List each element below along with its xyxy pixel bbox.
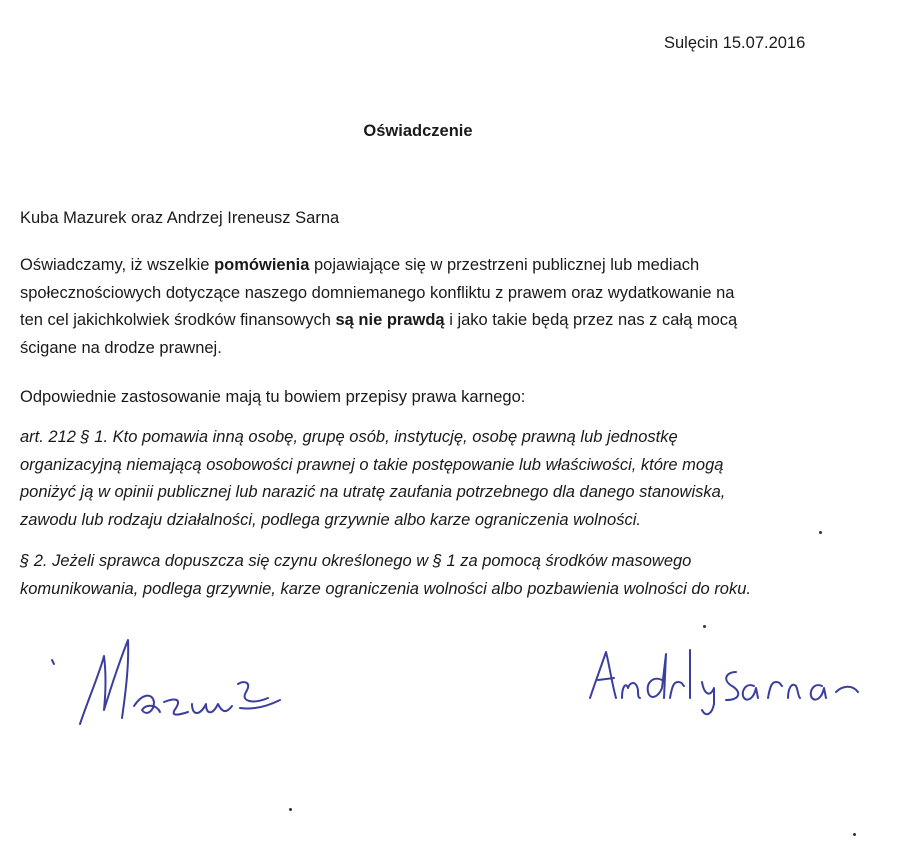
law-article-paragraph-2 — [20, 548, 751, 603]
paragraph-line: zawodu lub rodzaju działalności, podlega grzywnie albo karze ograniczenia wolności. — [20, 510, 641, 529]
paragraph-line: społecznościowych dotyczące naszego domniemanego konfliktu z prawem oraz wydatkowanie na — [20, 283, 735, 302]
declaration-paragraph — [20, 252, 737, 362]
place-date: Sulęcin 15.07.2016 — [664, 34, 806, 52]
scan-speck — [703, 625, 706, 628]
paragraph-line: § 2. Jeżeli sprawca dopuszcza się czynu określonego w § 1 za pomocą środków masowego — [20, 552, 692, 570]
document-title: Oświadczenie — [363, 122, 473, 140]
signature-mazurek — [42, 620, 287, 750]
law-article-paragraph-1 — [20, 424, 725, 534]
bold-text: są nie prawdą — [335, 311, 445, 329]
paragraph-line: komunikowania, podlega grzywnie, karze ograniczenia wolności albo pozbawienia wolności do roku. — [20, 579, 751, 598]
paragraph-line: organizacyjną niemającą osobowości prawnej o takie postępowanie lub właściwości, które mogą — [20, 455, 724, 474]
scan-speck — [853, 833, 856, 836]
paragraph-line: poniżyć ją w opinii publicznej lub narazić na utratę zaufania potrzebnego dla danego stanowiska, — [20, 483, 726, 501]
text-span: pojawiające się w przestrzeni publicznej lub mediach — [309, 256, 700, 274]
paragraph-line — [20, 307, 737, 335]
text-span: Oświadczamy, iż wszelkie — [20, 256, 215, 274]
bold-text: pomówienia — [214, 256, 310, 274]
signature-sarna — [586, 642, 878, 720]
paragraph-line: Odpowiednie zastosowanie mają tu bowiem przepisy prawa karnego: — [20, 388, 526, 406]
text-span: i jako takie będą przez nas z całą mocą — [444, 311, 738, 329]
text-span: ten cel jakichkolwiek środków finansowych — [20, 311, 336, 329]
paragraph-line: ścigane na drodze prawnej. — [20, 338, 222, 357]
legal-basis-intro — [20, 384, 525, 412]
scan-speck — [819, 531, 822, 534]
paragraph-line — [20, 252, 737, 280]
declarant-names: Kuba Mazurek oraz Andrzej Ireneusz Sarna — [20, 209, 340, 227]
scan-speck — [289, 808, 292, 811]
paragraph-line: art. 212 § 1. Kto pomawia inną osobę, grupę osób, instytucję, osobę prawną lub jednostkę — [20, 428, 678, 446]
